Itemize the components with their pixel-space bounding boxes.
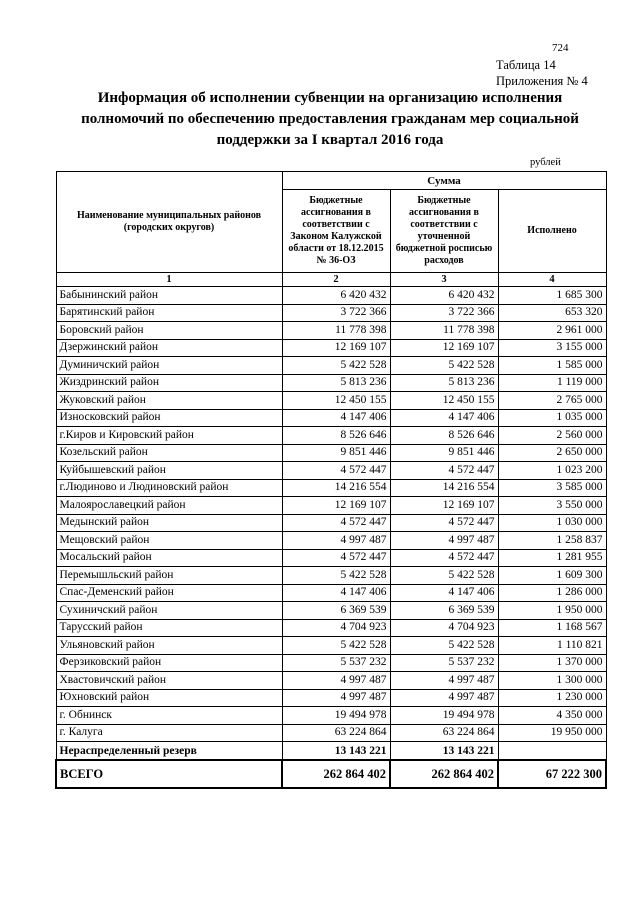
district-name: г.Киров и Кировский район (56, 427, 282, 445)
district-name: Боровский район (56, 322, 282, 340)
executed-amount: 1 609 300 (498, 567, 606, 585)
table-row (56, 339, 606, 357)
table-row (56, 374, 606, 392)
district-name: Износковский район (56, 409, 282, 427)
executed-amount: 1 119 000 (498, 374, 606, 392)
appendix-reference (496, 57, 606, 89)
law-amount: 4 997 487 (282, 672, 390, 690)
table-row (56, 497, 606, 515)
table-row (56, 549, 606, 567)
table-row (56, 357, 606, 375)
column-index: 3 (390, 273, 498, 287)
district-name: Дзержинский район (56, 339, 282, 357)
page-number: 724 (552, 42, 569, 54)
district-name: Козельский район (56, 444, 282, 462)
table-row (56, 514, 606, 532)
reserve-executed (498, 742, 606, 761)
executed-amount: 1 110 821 (498, 637, 606, 655)
law-amount: 4 147 406 (282, 409, 390, 427)
executed-amount: 1 035 000 (498, 409, 606, 427)
executed-amount: 3 550 000 (498, 497, 606, 515)
district-name: Перемышльский район (56, 567, 282, 585)
header-col-executed: Исполнено (498, 190, 606, 273)
total-updated: 262 864 402 (390, 760, 498, 788)
law-amount: 11 778 398 (282, 322, 390, 340)
table-label: Таблица 14 (496, 58, 556, 72)
district-name: Ферзиковский район (56, 654, 282, 672)
executed-amount: 2 765 000 (498, 392, 606, 410)
executed-amount: 1 030 000 (498, 514, 606, 532)
updated-amount: 5 813 236 (390, 374, 498, 392)
law-amount: 6 369 539 (282, 602, 390, 620)
table-row (56, 322, 606, 340)
district-name: г.Людиново и Людиновский район (56, 479, 282, 497)
updated-amount: 9 851 446 (390, 444, 498, 462)
table-row (56, 427, 606, 445)
table-row (56, 287, 606, 305)
district-name: Сухиничский район (56, 602, 282, 620)
subvention-table (55, 171, 607, 789)
law-amount: 8 526 646 (282, 427, 390, 445)
table-row (56, 409, 606, 427)
law-amount: 12 169 107 (282, 339, 390, 357)
executed-amount: 1 300 000 (498, 672, 606, 690)
updated-amount: 4 704 923 (390, 619, 498, 637)
executed-amount: 2 961 000 (498, 322, 606, 340)
updated-amount: 12 169 107 (390, 497, 498, 515)
table-row (56, 304, 606, 322)
table-row (56, 392, 606, 410)
unit-label: рублей (530, 157, 561, 168)
law-amount: 4 572 447 (282, 514, 390, 532)
updated-amount: 6 420 432 (390, 287, 498, 305)
district-name: Малоярославецкий район (56, 497, 282, 515)
updated-amount: 4 572 447 (390, 514, 498, 532)
district-name: Спас-Деменский район (56, 584, 282, 602)
law-amount: 14 216 554 (282, 479, 390, 497)
table-row (56, 689, 606, 707)
updated-amount: 11 778 398 (390, 322, 498, 340)
column-index: 4 (498, 273, 606, 287)
updated-amount: 8 526 646 (390, 427, 498, 445)
executed-amount: 1 168 567 (498, 619, 606, 637)
executed-amount: 3 585 000 (498, 479, 606, 497)
total-law: 262 864 402 (282, 760, 390, 788)
reserve-updated: 13 143 221 (390, 742, 498, 761)
executed-amount: 2 650 000 (498, 444, 606, 462)
updated-amount: 6 369 539 (390, 602, 498, 620)
column-index: 1 (56, 273, 282, 287)
updated-amount: 12 450 155 (390, 392, 498, 410)
reserve-law: 13 143 221 (282, 742, 390, 761)
law-amount: 4 572 447 (282, 462, 390, 480)
district-name: Юхновский район (56, 689, 282, 707)
law-amount: 4 572 447 (282, 549, 390, 567)
executed-amount: 1 230 000 (498, 689, 606, 707)
updated-amount: 3 722 366 (390, 304, 498, 322)
district-name: Жиздринский район (56, 374, 282, 392)
district-name: Мосальский район (56, 549, 282, 567)
district-name: Барятинский район (56, 304, 282, 322)
law-amount: 4 147 406 (282, 584, 390, 602)
executed-amount: 1 023 200 (498, 462, 606, 480)
law-amount: 4 704 923 (282, 619, 390, 637)
executed-amount: 1 685 300 (498, 287, 606, 305)
header-name: Наименование муниципальных районов (городских округов) (56, 172, 282, 273)
updated-amount: 4 997 487 (390, 689, 498, 707)
appendix-label: Приложения № 4 (496, 74, 588, 88)
table-row (56, 567, 606, 585)
executed-amount: 653 320 (498, 304, 606, 322)
district-name: г. Калуга (56, 724, 282, 742)
total-executed: 67 222 300 (498, 760, 606, 788)
law-amount: 12 450 155 (282, 392, 390, 410)
law-amount: 63 224 864 (282, 724, 390, 742)
law-amount: 5 422 528 (282, 357, 390, 375)
law-amount: 4 997 487 (282, 532, 390, 550)
law-amount: 4 997 487 (282, 689, 390, 707)
updated-amount: 19 494 978 (390, 707, 498, 725)
document-title: Информация об исполнении субвенции на организацию исполнения полномочий по обеспечению предоставления гражданам мер социальной поддержки за I квартал 2016 года (81, 90, 579, 148)
district-name: Бабынинский район (56, 287, 282, 305)
executed-amount: 1 281 955 (498, 549, 606, 567)
law-amount: 6 420 432 (282, 287, 390, 305)
updated-amount: 4 572 447 (390, 549, 498, 567)
table-row (56, 654, 606, 672)
table-row (56, 602, 606, 620)
table-row (56, 584, 606, 602)
updated-amount: 4 572 447 (390, 462, 498, 480)
law-amount: 3 722 366 (282, 304, 390, 322)
table-row (56, 619, 606, 637)
table-row (56, 479, 606, 497)
executed-amount: 3 155 000 (498, 339, 606, 357)
executed-amount: 1 286 000 (498, 584, 606, 602)
table-row (56, 724, 606, 742)
law-amount: 5 422 528 (282, 637, 390, 655)
district-name: Медынский район (56, 514, 282, 532)
updated-amount: 14 216 554 (390, 479, 498, 497)
updated-amount: 4 997 487 (390, 672, 498, 690)
table-row (56, 672, 606, 690)
total-row (56, 760, 606, 788)
header-sum: Сумма (282, 172, 606, 190)
updated-amount: 5 422 528 (390, 637, 498, 655)
executed-amount: 2 560 000 (498, 427, 606, 445)
law-amount: 5 537 232 (282, 654, 390, 672)
district-name: Ульяновский район (56, 637, 282, 655)
district-name: Жуковский район (56, 392, 282, 410)
executed-amount: 1 370 000 (498, 654, 606, 672)
total-name: ВСЕГО (56, 760, 282, 788)
district-name: г. Обнинск (56, 707, 282, 725)
law-amount: 19 494 978 (282, 707, 390, 725)
table-row (56, 707, 606, 725)
reserve-row (56, 742, 606, 761)
district-name: Мещовский район (56, 532, 282, 550)
updated-amount: 4 147 406 (390, 409, 498, 427)
table-row (56, 462, 606, 480)
updated-amount: 4 997 487 (390, 532, 498, 550)
law-amount: 9 851 446 (282, 444, 390, 462)
header-col-updated: Бюджетные ассигнования в соответствии с уточненной бюджетной росписью расходов (390, 190, 498, 273)
updated-amount: 12 169 107 (390, 339, 498, 357)
executed-amount: 4 350 000 (498, 707, 606, 725)
table-row (56, 637, 606, 655)
updated-amount: 4 147 406 (390, 584, 498, 602)
table-row (56, 532, 606, 550)
updated-amount: 5 537 232 (390, 654, 498, 672)
law-amount: 5 422 528 (282, 567, 390, 585)
district-name: Тарусский район (56, 619, 282, 637)
executed-amount: 1 585 000 (498, 357, 606, 375)
updated-amount: 5 422 528 (390, 357, 498, 375)
law-amount: 5 813 236 (282, 374, 390, 392)
table-row (56, 444, 606, 462)
district-name: Куйбышевский район (56, 462, 282, 480)
executed-amount: 19 950 000 (498, 724, 606, 742)
column-index-row (56, 273, 606, 287)
law-amount: 12 169 107 (282, 497, 390, 515)
reserve-name: Нераспределенный резерв (56, 742, 282, 761)
header-col-law: Бюджетные ассигнования в соответствии с Законом Калужской области от 18.12.2015 № 36-ОЗ (282, 190, 390, 273)
executed-amount: 1 258 837 (498, 532, 606, 550)
column-index: 2 (282, 273, 390, 287)
updated-amount: 63 224 864 (390, 724, 498, 742)
district-name: Думиничский район (56, 357, 282, 375)
executed-amount: 1 950 000 (498, 602, 606, 620)
district-name: Хвастовичский район (56, 672, 282, 690)
updated-amount: 5 422 528 (390, 567, 498, 585)
